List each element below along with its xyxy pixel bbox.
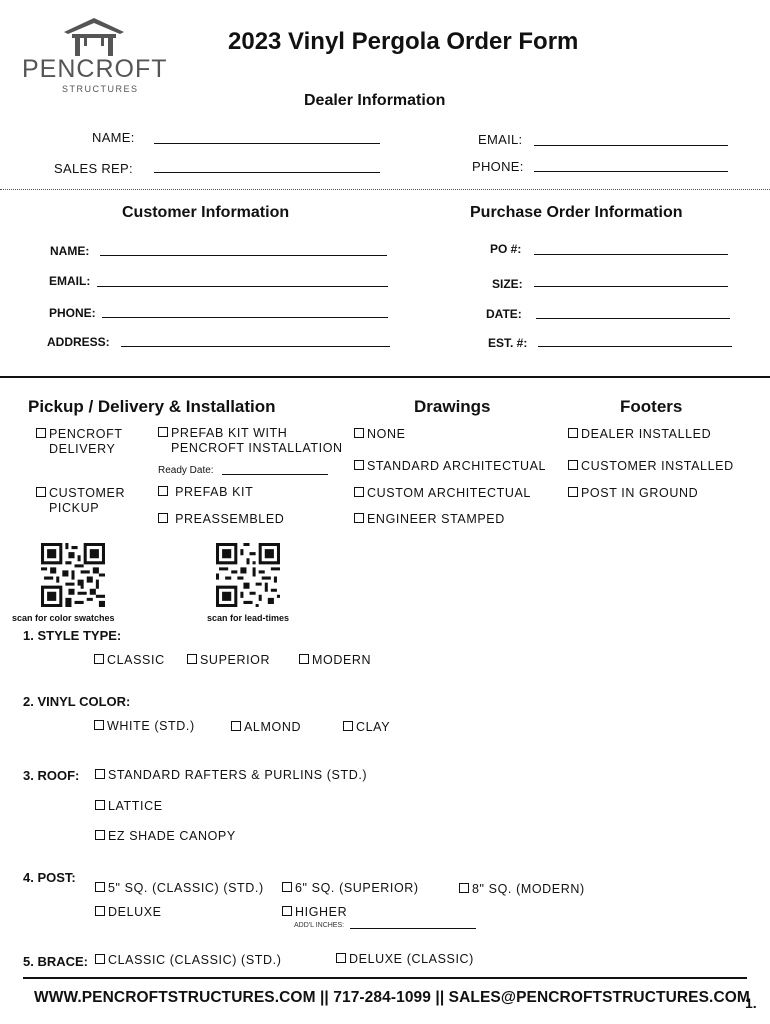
ready-date-label: Ready Date:	[158, 465, 214, 476]
qr-caption-color: scan for color swatches	[12, 613, 115, 623]
checkbox-square-icon[interactable]	[354, 460, 364, 470]
checkbox-square-icon[interactable]	[95, 800, 105, 810]
roof-standard-checkbox[interactable]: STANDARD RAFTERS & PURLINS (STD.)	[95, 768, 367, 783]
post-6-checkbox[interactable]: 6" SQ. (SUPERIOR)	[282, 881, 419, 896]
dealer-heading: Dealer Information	[304, 92, 446, 109]
checkbox-square-icon[interactable]	[94, 720, 104, 730]
checkbox-square-icon[interactable]	[95, 954, 105, 964]
checkbox-square-icon[interactable]	[354, 428, 364, 438]
customer-address-field[interactable]	[121, 346, 390, 347]
pergola-logo-icon	[62, 16, 126, 58]
checkbox-square-icon[interactable]	[158, 486, 168, 496]
footer-divider	[23, 977, 747, 979]
qr-code-color-swatches-icon[interactable]	[41, 543, 105, 607]
style-type-label: 1. STYLE TYPE:	[23, 628, 122, 643]
logo-subtitle: STRUCTURES	[62, 84, 139, 94]
roof-ez-shade-checkbox[interactable]: EZ SHADE CANOPY	[95, 829, 236, 844]
footer-post-ground-checkbox[interactable]: POST IN GROUND	[568, 486, 698, 501]
page-number: 1.	[745, 995, 757, 1011]
checkbox-square-icon[interactable]	[95, 906, 105, 916]
post-deluxe-checkbox[interactable]: DELUXE	[95, 905, 162, 920]
checkbox-square-icon[interactable]	[282, 906, 292, 916]
roof-lattice-checkbox[interactable]: LATTICE	[95, 799, 163, 814]
customer-address-label: ADDRESS:	[47, 335, 110, 349]
dealer-phone-label: PHONE:	[472, 159, 524, 174]
vinyl-clay-checkbox[interactable]: CLAY	[343, 720, 390, 735]
checkbox-square-icon[interactable]	[158, 513, 168, 523]
drawing-none-checkbox[interactable]: NONE	[354, 427, 406, 442]
checkbox-square-icon[interactable]	[36, 428, 46, 438]
prefab-kit-checkbox[interactable]: PREFAB KIT	[158, 485, 253, 500]
checkbox-square-icon[interactable]	[354, 513, 364, 523]
date-field[interactable]	[536, 318, 730, 319]
pencroft-delivery-checkbox[interactable]: PENCROFT DELIVERY	[36, 427, 123, 457]
customer-heading: Customer Information	[122, 204, 290, 221]
customer-name-field[interactable]	[100, 255, 387, 256]
customer-phone-label: PHONE:	[49, 306, 96, 320]
checkbox-square-icon[interactable]	[231, 721, 241, 731]
dealer-email-field[interactable]	[534, 145, 728, 146]
dealer-sales-rep-label: SALES REP:	[54, 161, 133, 176]
post-higher-checkbox[interactable]: HIGHER	[282, 905, 347, 920]
post-8-checkbox[interactable]: 8" SQ. (MODERN)	[459, 882, 585, 897]
checkbox-square-icon[interactable]	[568, 460, 578, 470]
est-label: EST. #:	[488, 336, 528, 350]
brace-label: 5. BRACE:	[23, 954, 89, 969]
vinyl-white-checkbox[interactable]: WHITE (STD.)	[94, 719, 195, 734]
style-superior-checkbox[interactable]: SUPERIOR	[187, 653, 270, 668]
checkbox-square-icon[interactable]	[299, 654, 309, 664]
customer-email-label: EMAIL:	[49, 274, 91, 288]
checkbox-square-icon[interactable]	[187, 654, 197, 664]
dealer-name-field[interactable]	[154, 143, 380, 144]
post-label: 4. POST:	[23, 870, 76, 885]
checkbox-square-icon[interactable]	[568, 428, 578, 438]
po-field[interactable]	[534, 254, 728, 255]
customer-pickup-checkbox[interactable]: CUSTOMER PICKUP	[36, 486, 125, 516]
drawings-heading: Drawings	[414, 397, 491, 416]
section-divider	[0, 376, 770, 378]
addl-inches-field[interactable]	[350, 928, 476, 929]
dealer-sales-rep-field[interactable]	[154, 172, 380, 173]
checkbox-square-icon[interactable]	[343, 721, 353, 731]
checkbox-square-icon[interactable]	[336, 953, 346, 963]
checkbox-square-icon[interactable]	[568, 487, 578, 497]
dealer-email-label: EMAIL:	[478, 132, 523, 147]
checkbox-square-icon[interactable]	[95, 769, 105, 779]
est-field[interactable]	[538, 346, 732, 347]
dealer-name-label: NAME:	[92, 130, 135, 145]
vinyl-color-label: 2. VINYL COLOR:	[23, 694, 131, 709]
dealer-phone-field[interactable]	[534, 171, 728, 172]
po-label: PO #:	[490, 242, 522, 256]
checkbox-square-icon[interactable]	[459, 883, 469, 893]
section-divider-dotted	[0, 189, 770, 190]
drawing-standard-checkbox[interactable]: STANDARD ARCHITECTUAL	[354, 459, 546, 474]
checkbox-square-icon[interactable]	[36, 487, 46, 497]
checkbox-square-icon[interactable]	[95, 830, 105, 840]
brace-classic-checkbox[interactable]: CLASSIC (CLASSIC) (STD.)	[95, 953, 281, 968]
addl-inches-label: ADD'L INCHES:	[294, 922, 345, 929]
checkbox-square-icon[interactable]	[354, 487, 364, 497]
qr-caption-lead: scan for lead-times	[207, 613, 290, 623]
ready-date-field[interactable]	[222, 474, 328, 475]
footer-customer-checkbox[interactable]: CUSTOMER INSTALLED	[568, 459, 734, 474]
style-modern-checkbox[interactable]: MODERN	[299, 653, 371, 668]
customer-email-field[interactable]	[97, 286, 388, 287]
style-classic-checkbox[interactable]: CLASSIC	[94, 653, 165, 668]
drawing-custom-checkbox[interactable]: CUSTOM ARCHITECTUAL	[354, 486, 531, 501]
size-label: SIZE:	[492, 277, 523, 291]
brace-deluxe-checkbox[interactable]: DELUXE (CLASSIC)	[336, 952, 474, 967]
roof-label: 3. ROOF:	[23, 768, 80, 783]
checkbox-square-icon[interactable]	[94, 654, 104, 664]
pickup-heading: Pickup / Delivery & Installation	[28, 397, 276, 416]
preassembled-checkbox[interactable]: PREASSEMBLED	[158, 512, 284, 527]
date-label: DATE:	[486, 307, 522, 321]
page-title: 2023 Vinyl Pergola Order Form	[228, 28, 579, 55]
qr-code-lead-times-icon[interactable]	[216, 543, 280, 607]
checkbox-square-icon[interactable]	[95, 882, 105, 892]
footer-contact: WWW.PENCROFTSTRUCTURES.COM || 717-284-1099 || SALES@PENCROFTSTRUCTURES.COM	[34, 989, 750, 1006]
logo-wordmark: PENCROFT	[22, 55, 168, 83]
footers-heading: Footers	[620, 397, 683, 416]
vinyl-almond-checkbox[interactable]: ALMOND	[231, 720, 301, 735]
drawing-engineer-checkbox[interactable]: ENGINEER STAMPED	[354, 512, 505, 527]
customer-name-label: NAME:	[50, 244, 90, 258]
footer-dealer-checkbox[interactable]: DEALER INSTALLED	[568, 427, 711, 442]
post-5-checkbox[interactable]: 5" SQ. (CLASSIC) (STD.)	[95, 881, 264, 896]
checkbox-square-icon[interactable]	[282, 882, 292, 892]
checkbox-square-icon[interactable]	[158, 427, 168, 437]
customer-phone-field[interactable]	[102, 317, 388, 318]
prefab-kit-install-checkbox[interactable]: PREFAB KIT WITH PENCROFT INSTALLATION	[158, 426, 343, 456]
purchase-heading: Purchase Order Information	[470, 204, 683, 221]
size-field[interactable]	[534, 286, 728, 287]
